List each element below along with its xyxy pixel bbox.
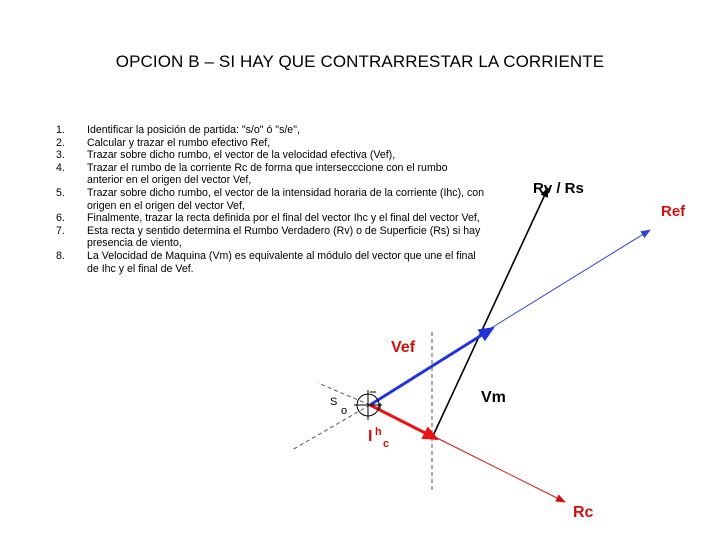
step-number: 5. — [56, 186, 65, 199]
step-number: 4. — [56, 161, 65, 174]
step-text: La Velocidad de Maquina (Vm) es equivalente al módulo del vector que une el final de Ihc y el final de Vef. — [87, 249, 476, 275]
rc-line-extension — [318, 383, 370, 405]
step-number: 6. — [56, 212, 65, 225]
step-text: Trazar el rumbo de la corriente Rc de forma que intersecccione con el rumbo anterior en el origen del vector Vef, — [87, 161, 448, 187]
vm-label: Vm — [481, 389, 506, 406]
ref-line-extension — [292, 405, 373, 450]
step-number: 8. — [56, 249, 65, 262]
step-text: Trazar sobre dicho rumbo, el vector de la intensidad horaria de la corriente (Ihc), con origen en el origen del vector Vef, — [87, 186, 485, 212]
ihc-label: I — [368, 428, 373, 445]
page-title: OPCION B – SI HAY QUE CONTRARRESTAR LA CORRIENTE — [115, 52, 605, 71]
step-number: 1. — [56, 124, 65, 136]
step-text: Finalmente, trazar la recta definida por el final del vector Ihc y el final del vector Vef, — [87, 212, 480, 225]
s-label: S — [330, 396, 338, 408]
step-text: Calcular y trazar el rumbo efectivo Ref, — [87, 136, 271, 149]
step-text: Esta recta y sentido determina el Rumbo Verdadero (Rv) o de Superficie (Rs) si hay presencia de viento, — [87, 224, 481, 250]
ref-label: Ref — [661, 203, 686, 220]
rc-label: Rc — [573, 504, 594, 521]
ihc-label-sub: c — [383, 438, 390, 450]
ihc-label-sup: h — [375, 426, 382, 438]
step-number: 7. — [56, 224, 65, 237]
step-text: Trazar sobre dicho rumbo, el vector de la velocidad efectiva (Vef), — [87, 149, 396, 162]
rc-line — [437, 438, 565, 502]
vef-label: Vef — [391, 339, 416, 356]
step-number: 3. — [56, 149, 65, 162]
rv-rs-label: Rv / Rs — [533, 180, 584, 197]
step-number: 2. — [56, 136, 65, 149]
o-label: o — [341, 405, 348, 417]
step-text: Identificar la posición de partida: "s/o" ó "s/e", — [87, 124, 300, 136]
ref-line — [480, 230, 650, 335]
